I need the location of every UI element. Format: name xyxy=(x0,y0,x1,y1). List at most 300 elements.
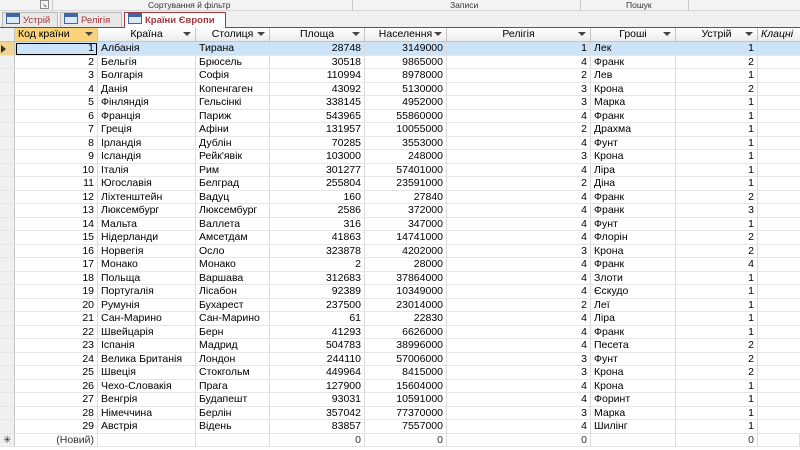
table-row[interactable] xyxy=(0,353,800,367)
cell-kraina[interactable]: Румунія xyxy=(98,299,196,313)
cell-religiia[interactable]: 2 xyxy=(447,299,591,313)
table-row[interactable] xyxy=(0,83,800,97)
cell-religiia[interactable]: 4 xyxy=(447,110,591,124)
cell-ustrii[interactable]: 1 xyxy=(676,110,758,124)
cell-ploshcha[interactable]: 338145 xyxy=(270,96,365,110)
cell-stolytsia[interactable]: Лондон xyxy=(196,353,270,367)
cell-naselennia[interactable]: 23014000 xyxy=(365,299,447,313)
cell-ustrii[interactable]: 2 xyxy=(676,83,758,97)
record-selector[interactable] xyxy=(0,150,15,164)
cell-naselennia[interactable]: 15604000 xyxy=(365,380,447,394)
cell-kraina[interactable]: Норвегія xyxy=(98,245,196,259)
cell-stolytsia[interactable]: Амсетдам xyxy=(196,231,270,245)
cell-ustrii[interactable]: 4 xyxy=(676,258,758,272)
cell-add-field[interactable] xyxy=(758,380,800,394)
cell-kraina[interactable]: Ліхтенштейн xyxy=(98,191,196,205)
cell-kod-krainy[interactable]: 13 xyxy=(15,204,98,218)
record-selector[interactable] xyxy=(0,407,15,421)
cell-add-field[interactable] xyxy=(758,258,800,272)
cell-kod-krainy[interactable]: 14 xyxy=(15,218,98,232)
cell-stolytsia[interactable]: Берлін xyxy=(196,407,270,421)
cell-kod-krainy[interactable]: 20 xyxy=(15,299,98,313)
table-row[interactable] xyxy=(0,285,800,299)
cell-religiia[interactable]: 4 xyxy=(447,218,591,232)
cell-naselennia[interactable]: 10055000 xyxy=(365,123,447,137)
cell-religiia[interactable]: 2 xyxy=(447,69,591,83)
cell-add-field[interactable] xyxy=(758,150,800,164)
cell-kraina[interactable]: Монако xyxy=(98,258,196,272)
cell-religiia[interactable]: 4 xyxy=(447,420,591,434)
cell-naselennia[interactable]: 6626000 xyxy=(365,326,447,340)
cell-ploshcha[interactable]: 543965 xyxy=(270,110,365,124)
table-row[interactable] xyxy=(0,339,800,353)
cell-groshi[interactable] xyxy=(591,434,676,448)
cell-naselennia[interactable]: 372000 xyxy=(365,204,447,218)
table-row[interactable] xyxy=(0,366,800,380)
cell-naselennia[interactable]: 55860000 xyxy=(365,110,447,124)
cell-ploshcha[interactable]: 2586 xyxy=(270,204,365,218)
table-row[interactable] xyxy=(0,110,800,124)
column-header-ploshcha[interactable] xyxy=(270,28,365,41)
cell-add-field[interactable] xyxy=(758,407,800,421)
cell-stolytsia[interactable]: Берн xyxy=(196,326,270,340)
cell-stolytsia[interactable] xyxy=(196,434,270,448)
cell-ustrii[interactable]: 2 xyxy=(676,353,758,367)
cell-ustrii[interactable]: 1 xyxy=(676,326,758,340)
cell-kod-krainy[interactable]: 22 xyxy=(15,326,98,340)
table-row[interactable] xyxy=(0,393,800,407)
table-row[interactable] xyxy=(0,231,800,245)
cell-kraina[interactable]: Чехо-Словакія xyxy=(98,380,196,394)
cell-naselennia[interactable]: 3149000 xyxy=(365,42,447,56)
cell-ploshcha[interactable]: 449964 xyxy=(270,366,365,380)
table-row[interactable] xyxy=(0,150,800,164)
cell-ustrii[interactable]: 1 xyxy=(676,123,758,137)
cell-stolytsia[interactable]: Прага xyxy=(196,380,270,394)
cell-add-field[interactable] xyxy=(758,218,800,232)
cell-kraina[interactable]: Швеція xyxy=(98,366,196,380)
cell-stolytsia[interactable]: Сан-Марино xyxy=(196,312,270,326)
cell-ploshcha[interactable]: 127900 xyxy=(270,380,365,394)
cell-ustrii[interactable]: 2 xyxy=(676,56,758,70)
cell-naselennia[interactable]: 347000 xyxy=(365,218,447,232)
table-row[interactable] xyxy=(0,56,800,70)
record-selector[interactable] xyxy=(0,366,15,380)
cell-naselennia[interactable]: 3553000 xyxy=(365,137,447,151)
cell-kod-krainy[interactable]: 25 xyxy=(15,366,98,380)
column-header-kod-krainy[interactable] xyxy=(15,28,98,41)
cell-naselennia[interactable]: 28000 xyxy=(365,258,447,272)
cell-groshi[interactable]: Франк xyxy=(591,56,676,70)
cell-ustrii[interactable]: 3 xyxy=(676,204,758,218)
cell-groshi[interactable]: Драхма xyxy=(591,123,676,137)
cell-stolytsia[interactable]: Софія xyxy=(196,69,270,83)
cell-ustrii[interactable]: 1 xyxy=(676,177,758,191)
cell-religiia[interactable]: 4 xyxy=(447,164,591,178)
cell-religiia[interactable]: 3 xyxy=(447,407,591,421)
record-selector[interactable] xyxy=(0,420,15,434)
record-selector[interactable] xyxy=(0,96,15,110)
cell-ploshcha[interactable]: 110994 xyxy=(270,69,365,83)
table-row[interactable] xyxy=(0,204,800,218)
chevron-down-icon[interactable] xyxy=(257,32,265,36)
cell-ustrii[interactable]: 2 xyxy=(676,339,758,353)
cell-kraina[interactable]: Венгрія xyxy=(98,393,196,407)
cell-naselennia[interactable]: 38996000 xyxy=(365,339,447,353)
cell-ustrii[interactable]: 1 xyxy=(676,164,758,178)
cell-religiia[interactable]: 4 xyxy=(447,326,591,340)
cell-add-field[interactable] xyxy=(758,137,800,151)
table-row[interactable] xyxy=(0,299,800,313)
chevron-down-icon[interactable] xyxy=(578,32,586,36)
cell-groshi[interactable]: Франк xyxy=(591,191,676,205)
record-selector[interactable] xyxy=(0,299,15,313)
cell-groshi[interactable]: Лек xyxy=(591,42,676,56)
cell-ploshcha[interactable]: 41293 xyxy=(270,326,365,340)
chevron-down-icon[interactable] xyxy=(663,32,671,36)
cell-add-field[interactable] xyxy=(758,434,800,448)
cell-add-field[interactable] xyxy=(758,56,800,70)
cell-kraina[interactable]: Ісландія xyxy=(98,150,196,164)
cell-groshi[interactable]: Ліра xyxy=(591,312,676,326)
new-record-row[interactable] xyxy=(0,434,800,448)
cell-kod-krainy[interactable]: 8 xyxy=(15,137,98,151)
cell-ploshcha[interactable]: 316 xyxy=(270,218,365,232)
cell-kraina[interactable]: Фінляндія xyxy=(98,96,196,110)
record-selector[interactable] xyxy=(0,83,15,97)
table-row[interactable] xyxy=(0,218,800,232)
record-selector[interactable] xyxy=(0,137,15,151)
cell-naselennia[interactable]: 0 xyxy=(365,434,447,448)
cell-religiia[interactable]: 3 xyxy=(447,366,591,380)
cell-kod-krainy[interactable]: 29 xyxy=(15,420,98,434)
tab-religiia[interactable] xyxy=(60,12,122,27)
cell-kod-krainy[interactable]: 15 xyxy=(15,231,98,245)
cell-religiia[interactable]: 4 xyxy=(447,191,591,205)
cell-kod-krainy[interactable]: (Новий) xyxy=(15,434,98,448)
cell-naselennia[interactable]: 9865000 xyxy=(365,56,447,70)
cell-kraina[interactable]: Польща xyxy=(98,272,196,286)
cell-add-field[interactable] xyxy=(758,96,800,110)
cell-groshi[interactable]: Леї xyxy=(591,299,676,313)
cell-kod-krainy[interactable]: 18 xyxy=(15,272,98,286)
cell-stolytsia[interactable]: Рим xyxy=(196,164,270,178)
cell-ploshcha[interactable]: 28748 xyxy=(270,42,365,56)
chevron-down-icon[interactable] xyxy=(183,32,191,36)
cell-groshi[interactable]: Фунт xyxy=(591,218,676,232)
cell-add-field[interactable] xyxy=(758,285,800,299)
record-selector[interactable] xyxy=(0,380,15,394)
column-header-groshi[interactable] xyxy=(591,28,676,41)
cell-ploshcha[interactable]: 70285 xyxy=(270,137,365,151)
cell-stolytsia[interactable]: Будапешт xyxy=(196,393,270,407)
record-selector[interactable] xyxy=(0,393,15,407)
cell-kraina[interactable]: Франція xyxy=(98,110,196,124)
cell-kraina[interactable]: Люксембург xyxy=(98,204,196,218)
column-header-ustrii[interactable] xyxy=(676,28,758,41)
cell-naselennia[interactable]: 57401000 xyxy=(365,164,447,178)
record-selector[interactable] xyxy=(0,191,15,205)
cell-add-field[interactable] xyxy=(758,366,800,380)
cell-naselennia[interactable]: 77370000 xyxy=(365,407,447,421)
table-row[interactable] xyxy=(0,245,800,259)
cell-kraina[interactable]: Сан-Марино xyxy=(98,312,196,326)
cell-add-field[interactable] xyxy=(758,83,800,97)
cell-kod-krainy[interactable]: 5 xyxy=(15,96,98,110)
cell-religiia[interactable]: 4 xyxy=(447,204,591,218)
cell-groshi[interactable]: Франк xyxy=(591,258,676,272)
cell-stolytsia[interactable]: Монако xyxy=(196,258,270,272)
table-row[interactable] xyxy=(0,326,800,340)
cell-kraina[interactable]: Німеччина xyxy=(98,407,196,421)
cell-kod-krainy[interactable]: 12 xyxy=(15,191,98,205)
cell-add-field[interactable] xyxy=(758,420,800,434)
cell-add-field[interactable] xyxy=(758,69,800,83)
cell-ploshcha[interactable]: 41863 xyxy=(270,231,365,245)
cell-naselennia[interactable]: 248000 xyxy=(365,150,447,164)
cell-add-field[interactable] xyxy=(758,339,800,353)
cell-groshi[interactable]: Марка xyxy=(591,407,676,421)
cell-religiia[interactable]: 4 xyxy=(447,285,591,299)
cell-ustrii[interactable]: 1 xyxy=(676,137,758,151)
cell-ustrii[interactable]: 1 xyxy=(676,393,758,407)
cell-groshi[interactable]: Флорін xyxy=(591,231,676,245)
column-header-naselennia[interactable] xyxy=(365,28,447,41)
cell-add-field[interactable] xyxy=(758,177,800,191)
record-selector[interactable] xyxy=(0,204,15,218)
cell-ploshcha[interactable]: 131957 xyxy=(270,123,365,137)
cell-ploshcha[interactable]: 323878 xyxy=(270,245,365,259)
cell-ploshcha[interactable]: 255804 xyxy=(270,177,365,191)
cell-stolytsia[interactable]: Лісабон xyxy=(196,285,270,299)
cell-ustrii[interactable]: 1 xyxy=(676,150,758,164)
cell-religiia[interactable]: 3 xyxy=(447,353,591,367)
chevron-down-icon[interactable] xyxy=(85,32,93,36)
cell-kod-krainy[interactable]: 3 xyxy=(15,69,98,83)
cell-add-field[interactable] xyxy=(758,312,800,326)
cell-religiia[interactable]: 4 xyxy=(447,137,591,151)
cell-kraina[interactable]: Данія xyxy=(98,83,196,97)
table-row[interactable] xyxy=(0,123,800,137)
cell-add-field[interactable] xyxy=(758,245,800,259)
cell-groshi[interactable]: Крона xyxy=(591,380,676,394)
cell-groshi[interactable]: Єскудо xyxy=(591,285,676,299)
cell-kod-krainy[interactable]: 11 xyxy=(15,177,98,191)
cell-religiia[interactable]: 2 xyxy=(447,123,591,137)
cell-add-field[interactable] xyxy=(758,299,800,313)
cell-ustrii[interactable]: 2 xyxy=(676,245,758,259)
cell-stolytsia[interactable]: Мадрид xyxy=(196,339,270,353)
cell-ustrii[interactable]: 1 xyxy=(676,299,758,313)
cell-stolytsia[interactable]: Відень xyxy=(196,420,270,434)
cell-add-field[interactable] xyxy=(758,353,800,367)
cell-ustrii[interactable]: 1 xyxy=(676,380,758,394)
cell-ustrii[interactable]: 0 xyxy=(676,434,758,448)
cell-ploshcha[interactable]: 504783 xyxy=(270,339,365,353)
cell-groshi[interactable]: Фунт xyxy=(591,137,676,151)
cell-religiia[interactable]: 0 xyxy=(447,434,591,448)
cell-ustrii[interactable]: 2 xyxy=(676,191,758,205)
cell-naselennia[interactable]: 10349000 xyxy=(365,285,447,299)
record-selector[interactable] xyxy=(0,218,15,232)
cell-ustrii[interactable]: 1 xyxy=(676,420,758,434)
cell-kod-krainy[interactable]: 21 xyxy=(15,312,98,326)
cell-kod-krainy[interactable]: 10 xyxy=(15,164,98,178)
cell-add-field[interactable] xyxy=(758,326,800,340)
cell-ploshcha[interactable]: 312683 xyxy=(270,272,365,286)
chevron-down-icon[interactable] xyxy=(434,32,442,36)
cell-kraina[interactable]: Португалія xyxy=(98,285,196,299)
tab-ustrii[interactable] xyxy=(2,12,58,27)
cell-religiia[interactable]: 3 xyxy=(447,150,591,164)
cell-kraina[interactable]: Греція xyxy=(98,123,196,137)
cell-ploshcha[interactable]: 92389 xyxy=(270,285,365,299)
table-row[interactable] xyxy=(0,42,800,56)
cell-stolytsia[interactable]: Вадуц xyxy=(196,191,270,205)
cell-ploshcha[interactable]: 93031 xyxy=(270,393,365,407)
cell-groshi[interactable]: Злоти xyxy=(591,272,676,286)
cell-ploshcha[interactable]: 0 xyxy=(270,434,365,448)
cell-naselennia[interactable]: 5130000 xyxy=(365,83,447,97)
table-row[interactable] xyxy=(0,420,800,434)
cell-religiia[interactable]: 1 xyxy=(447,42,591,56)
cell-stolytsia[interactable]: Афіни xyxy=(196,123,270,137)
record-selector[interactable] xyxy=(0,177,15,191)
cell-religiia[interactable]: 4 xyxy=(447,56,591,70)
record-selector[interactable] xyxy=(0,56,15,70)
column-header-religiia[interactable] xyxy=(447,28,591,41)
cell-groshi[interactable]: Ліра xyxy=(591,164,676,178)
cell-groshi[interactable]: Шилінг xyxy=(591,420,676,434)
record-selector[interactable] xyxy=(0,312,15,326)
cell-kod-krainy[interactable]: 26 xyxy=(15,380,98,394)
cell-religiia[interactable]: 4 xyxy=(447,258,591,272)
cell-ploshcha[interactable]: 61 xyxy=(270,312,365,326)
cell-groshi[interactable]: Форинт xyxy=(591,393,676,407)
cell-kraina[interactable]: Італія xyxy=(98,164,196,178)
cell-kraina[interactable]: Нідерланди xyxy=(98,231,196,245)
cell-groshi[interactable]: Марка xyxy=(591,96,676,110)
cell-religiia[interactable]: 4 xyxy=(447,380,591,394)
cell-ustrii[interactable]: 1 xyxy=(676,312,758,326)
cell-kraina[interactable]: Ірландія xyxy=(98,137,196,151)
cell-kod-krainy[interactable]: 24 xyxy=(15,353,98,367)
cell-stolytsia[interactable]: Дублін xyxy=(196,137,270,151)
tab-krainy-yevropy[interactable] xyxy=(124,12,226,29)
cell-religiia[interactable]: 4 xyxy=(447,231,591,245)
cell-kraina[interactable]: Болгарія xyxy=(98,69,196,83)
cell-naselennia[interactable]: 4952000 xyxy=(365,96,447,110)
cell-stolytsia[interactable]: Гельсінкі xyxy=(196,96,270,110)
cell-groshi[interactable]: Песета xyxy=(591,339,676,353)
cell-add-field[interactable] xyxy=(758,191,800,205)
cell-kod-krainy[interactable]: 9 xyxy=(15,150,98,164)
dialog-launcher-icon[interactable]: ↘ xyxy=(40,0,49,9)
record-selector[interactable] xyxy=(0,164,15,178)
chevron-down-icon[interactable] xyxy=(745,32,753,36)
cell-kod-krainy[interactable]: 17 xyxy=(15,258,98,272)
cell-stolytsia[interactable]: Белград xyxy=(196,177,270,191)
cell-groshi[interactable]: Крона xyxy=(591,366,676,380)
cell-stolytsia[interactable]: Варшава xyxy=(196,272,270,286)
cell-religiia[interactable]: 2 xyxy=(447,177,591,191)
table-row[interactable] xyxy=(0,191,800,205)
cell-naselennia[interactable]: 8415000 xyxy=(365,366,447,380)
record-selector[interactable] xyxy=(0,231,15,245)
cell-stolytsia[interactable]: Рейк'явік xyxy=(196,150,270,164)
column-header-kraina[interactable] xyxy=(98,28,196,41)
cell-kod-krainy[interactable]: 16 xyxy=(15,245,98,259)
cell-kraina[interactable]: Швейцарія xyxy=(98,326,196,340)
table-row[interactable] xyxy=(0,258,800,272)
cell-stolytsia[interactable]: Валлета xyxy=(196,218,270,232)
chevron-down-icon[interactable] xyxy=(352,32,360,36)
new-record-icon[interactable]: ✳ xyxy=(0,434,15,448)
cell-add-field[interactable] xyxy=(758,272,800,286)
cell-naselennia[interactable]: 7557000 xyxy=(365,420,447,434)
cell-religiia[interactable]: 3 xyxy=(447,83,591,97)
cell-kod-krainy[interactable]: 2 xyxy=(15,56,98,70)
record-selector[interactable] xyxy=(0,245,15,259)
cell-religiia[interactable]: 3 xyxy=(447,245,591,259)
cell-naselennia[interactable]: 57006000 xyxy=(365,353,447,367)
table-row[interactable] xyxy=(0,177,800,191)
cell-kod-krainy[interactable]: 7 xyxy=(15,123,98,137)
cell-groshi[interactable]: Діна xyxy=(591,177,676,191)
column-header-stolytsia[interactable] xyxy=(196,28,270,41)
cell-add-field[interactable] xyxy=(758,110,800,124)
cell-ustrii[interactable]: 1 xyxy=(676,272,758,286)
cell-ustrii[interactable]: 2 xyxy=(676,366,758,380)
cell-ploshcha[interactable]: 244110 xyxy=(270,353,365,367)
cell-stolytsia[interactable]: Брюсель xyxy=(196,56,270,70)
table-row[interactable] xyxy=(0,164,800,178)
cell-kod-krainy[interactable]: 23 xyxy=(15,339,98,353)
record-selector[interactable] xyxy=(0,285,15,299)
cell-ploshcha[interactable]: 160 xyxy=(270,191,365,205)
cell-kraina[interactable] xyxy=(98,434,196,448)
cell-ustrii[interactable]: 1 xyxy=(676,407,758,421)
table-row[interactable] xyxy=(0,137,800,151)
record-selector[interactable] xyxy=(0,339,15,353)
cell-kod-krainy[interactable]: 28 xyxy=(15,407,98,421)
cell-religiia[interactable]: 4 xyxy=(447,339,591,353)
cell-ploshcha[interactable]: 2 xyxy=(270,258,365,272)
cell-naselennia[interactable]: 14741000 xyxy=(365,231,447,245)
record-selector[interactable] xyxy=(0,69,15,83)
cell-kod-krainy[interactable]: 27 xyxy=(15,393,98,407)
cell-kod-krainy[interactable]: 19 xyxy=(15,285,98,299)
table-row[interactable] xyxy=(0,96,800,110)
cell-naselennia[interactable]: 23591000 xyxy=(365,177,447,191)
cell-kraina[interactable]: Мальта xyxy=(98,218,196,232)
cell-stolytsia[interactable]: Париж xyxy=(196,110,270,124)
cell-add-field[interactable] xyxy=(758,231,800,245)
table-row[interactable] xyxy=(0,69,800,83)
cell-ustrii[interactable]: 1 xyxy=(676,96,758,110)
cell-ploshcha[interactable]: 83857 xyxy=(270,420,365,434)
cell-groshi[interactable]: Лев xyxy=(591,69,676,83)
cell-naselennia[interactable]: 8978000 xyxy=(365,69,447,83)
cell-naselennia[interactable]: 10591000 xyxy=(365,393,447,407)
cell-ploshcha[interactable]: 357042 xyxy=(270,407,365,421)
cell-religiia[interactable]: 4 xyxy=(447,312,591,326)
cell-ploshcha[interactable]: 43092 xyxy=(270,83,365,97)
cell-kraina[interactable]: Бельгія xyxy=(98,56,196,70)
cell-ustrii[interactable]: 1 xyxy=(676,69,758,83)
cell-kraina[interactable]: Велика Британія xyxy=(98,353,196,367)
cell-ploshcha[interactable]: 301277 xyxy=(270,164,365,178)
